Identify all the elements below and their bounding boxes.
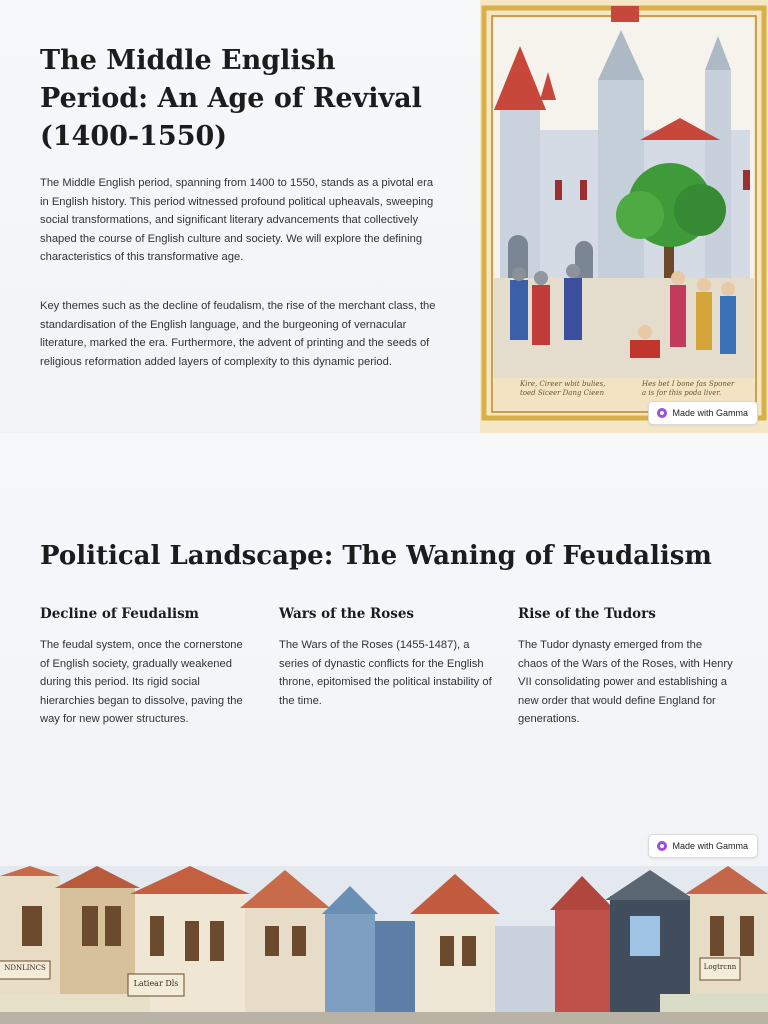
medieval-court-illustration	[480, 0, 768, 433]
gamma-logo-icon	[657, 841, 667, 851]
section-title: Political Landscape: The Waning of Feudalism	[40, 541, 712, 571]
badge-label: Made with Gamma	[672, 841, 748, 851]
gamma-logo-icon	[657, 408, 667, 418]
column-rise-of-the-tudors	[518, 604, 733, 729]
column-decline-of-feudalism	[40, 604, 255, 729]
made-with-gamma-badge[interactable]	[648, 834, 758, 858]
column-heading: Rise of the Tudors	[518, 606, 656, 622]
column-text: The Tudor dynasty emerged from the chaos of the Wars of the Roses, with Henry VII consolidating power and establishing a new order that would define England for generations.	[518, 639, 733, 726]
column-text: The feudal system, once the cornerstone of English society, gradually weakened during this period. Its rigid social hierarchies began to dissolve, paving the way for new power structures.	[40, 639, 243, 726]
shop-sign-3: Logtrcnn	[703, 963, 737, 971]
column-text: The Wars of the Roses (1455-1487), a series of dynastic conflicts for the English throne, epitomised the political instability of the time.	[279, 639, 492, 707]
badge-label: Made with Gamma	[672, 408, 748, 418]
illustration-caption-left: Kire, Cireer wbit bulies, toed Siceer Dang Cieen	[520, 380, 606, 397]
medieval-street-banner	[0, 866, 768, 1024]
made-with-gamma-badge[interactable]	[648, 401, 758, 425]
shop-sign-1: NDNLINCS	[4, 964, 46, 972]
street-illustration	[0, 866, 768, 1024]
illustration-caption-right: Hes bet I bone fas Sponer a is for this poda liver.	[642, 380, 735, 397]
illustration-image	[480, 0, 768, 433]
column-heading: Wars of the Roses	[279, 606, 415, 622]
themes-paragraph: Key themes such as the decline of feudalism, the rise of the merchant class, the standardisation of the English language, and the burgeoning of vernacular literature, marked the era. Furthermore, the advent of printing and the seeds of religious reformation added layers of complexity to this dynamic period.	[40, 300, 436, 368]
political-landscape-slide	[0, 433, 768, 866]
title-slide	[0, 0, 768, 433]
shop-sign-2: Latiear Dls	[133, 979, 179, 988]
column-wars-of-the-roses	[279, 604, 494, 710]
column-heading: Decline of Feudalism	[40, 606, 199, 622]
page-title: The Middle English Period: An Age of Revival (1400-1550)	[40, 45, 422, 152]
intro-paragraph: The Middle English period, spanning from 1400 to 1550, stands as a pivotal era in English history. This period witnessed profound political upheavals, sweeping social transformations, and significant literary advancements that collectively shaped the course of English culture and society. We will explore the defining characteristics of this transformative age.	[40, 177, 434, 264]
